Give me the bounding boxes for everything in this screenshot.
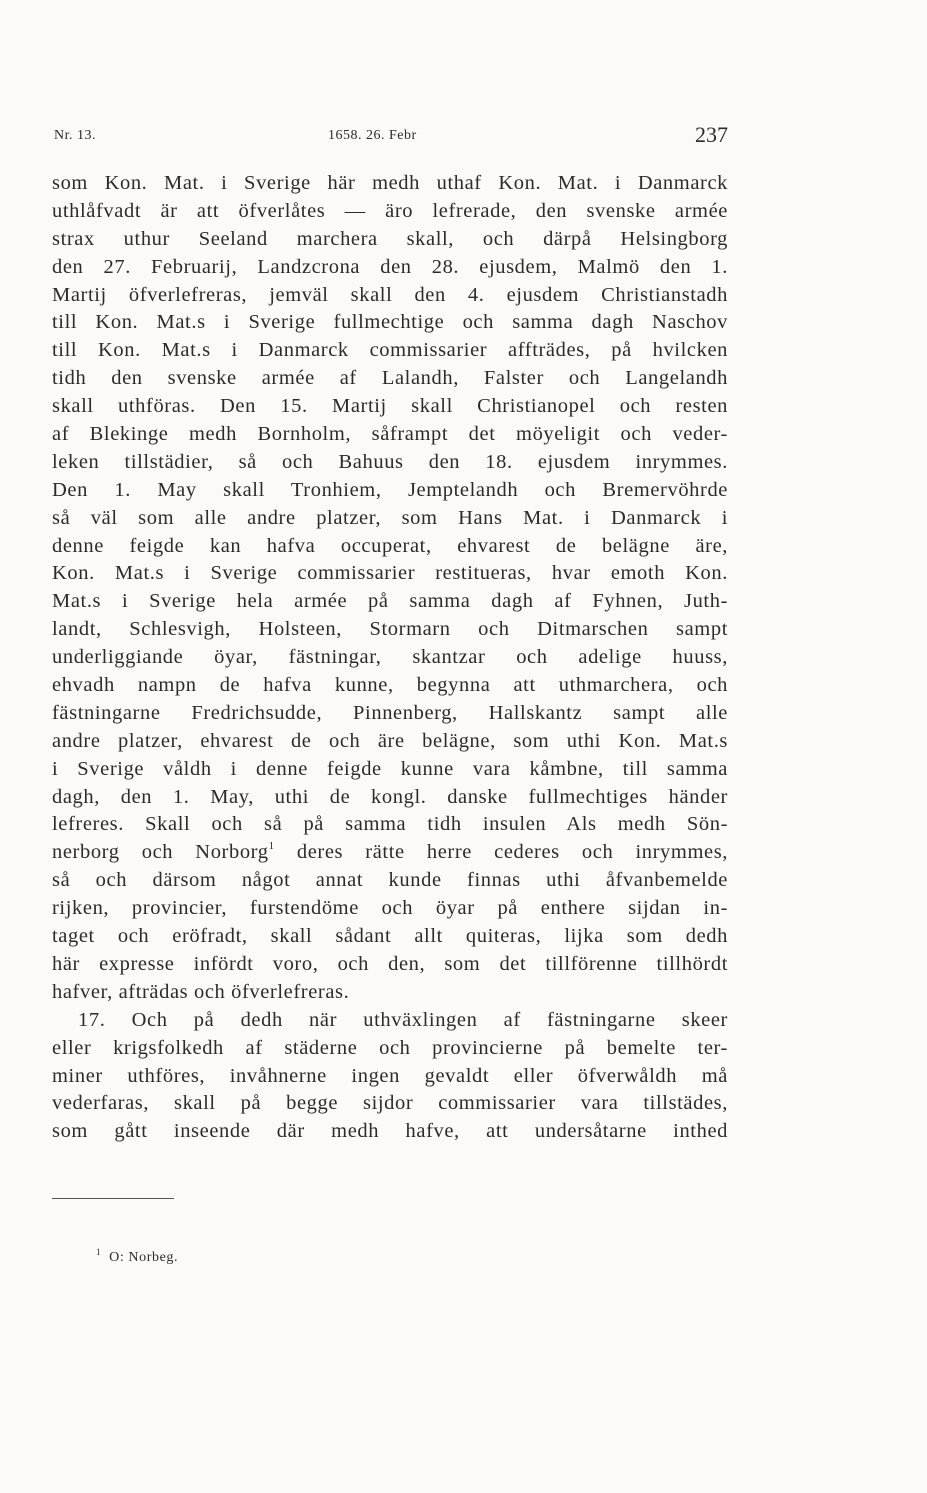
text-line: skall uthföras. Den 15. Martij skall Christianopel och resten <box>52 395 728 418</box>
text-line: underliggiande öyar, fästningar, skantzar och adelige huuss, <box>52 646 728 669</box>
text-line: eller krigsfolkedh af städerne och provincierne på bemelte ter- <box>52 1036 728 1059</box>
text-line: andre platzer, ehvarest de och äre belägne, som uthi Kon. Mat.s <box>52 729 728 752</box>
text-line: denne feigde kan hafva occuperat, ehvarest de belägne äre, <box>52 534 728 557</box>
text-line: till Kon. Mat.s i Danmarck commissarier affträdes, på hvilcken <box>52 339 728 362</box>
footnote-text: O: Norbeg. <box>109 1250 179 1265</box>
text-line: så och därsom något annat kunde finnas uthi åfvanbemelde <box>52 869 728 892</box>
text-line: lefreres. Skall och så på samma tidh insulen Als medh Sön- <box>52 813 728 836</box>
text-line: uthlåfvadt är att öfverlåtes — äro lefrerade, den svenske armée <box>52 199 728 222</box>
text-line: Mat.s i Sverige hela armée på samma dagh af Fyhnen, Juth- <box>52 590 728 613</box>
document-date: 1658. 26. Febr <box>328 128 417 143</box>
paragraph-start-line: 17. Och på dedh när uthväxlingen af fästningarne skeer <box>78 1008 728 1031</box>
body-text <box>52 170 728 1146</box>
text-line-with-footnote <box>52 839 728 867</box>
text-line: landt, Schlesvigh, Holsteen, Stormarn och Ditmarschen sampt <box>52 618 728 641</box>
text-line: som gått inseende där medh hafve, att undersåtarne inthed <box>52 1120 728 1143</box>
text-line: miner uthföres, invåhnerne ingen gevaldt eller öfverwåldh må <box>52 1064 728 1087</box>
text-span: deres rätte herre cederes och inrymmes, <box>274 841 728 864</box>
document-number: Nr. 13. <box>54 128 96 143</box>
text-span: nerborg och Norborg <box>52 841 269 864</box>
text-line: leken tillstädier, så och Bahuus den 18. ejusdem inrymmes. <box>52 450 728 473</box>
text-line: Den 1. May skall Tronhiem, Jemptelandh och Bremervöhrde <box>52 478 728 501</box>
page-number: 237 <box>695 122 728 147</box>
text-line: här expresse infördt voro, och den, som det tillförenne tillhördt <box>52 952 728 975</box>
text-line: Kon. Mat.s i Sverige commissarier restitueras, hvar emoth Kon. <box>52 562 728 585</box>
footnote-divider <box>52 1198 174 1199</box>
text-line: hafver, afträdas och öfverlefreras. <box>52 980 350 1003</box>
text-line: så väl som alle andre platzer, som Hans Mat. i Danmarck i <box>52 506 728 529</box>
running-header <box>54 122 728 148</box>
text-line: vederfaras, skall på begge sijdor commissarier vara tillstädes, <box>52 1092 728 1115</box>
text-line: ehvadh nampn de hafva kunne, begynna att uthmarchera, och <box>52 674 728 697</box>
text-line: strax uthur Seeland marchera skall, och därpå Helsingborg <box>52 227 728 250</box>
text-line: som Kon. Mat. i Sverige här medh uthaf Kon. Mat. i Danmarck <box>52 172 728 194</box>
text-line: af Blekinge medh Bornholm, såframpt det möyeligit och veder- <box>52 423 728 446</box>
footnote <box>96 1247 179 1266</box>
text-line: dagh, den 1. May, uthi de kongl. danske fullmechtiges händer <box>52 785 728 808</box>
text-line: tidh den svenske armée af Lalandh, Falster och Langelandh <box>52 367 728 390</box>
footnote-reference[interactable]: 1 <box>268 840 275 853</box>
text-line: fästningarne Fredrichsudde, Pinnenberg, Hallskantz sampt alle <box>52 701 728 724</box>
text-line: i Sverige våldh i denne feigde kunne vara kåmbne, till samma <box>52 757 728 780</box>
text-line: taget och eröfradt, skall sådant allt quiteras, lijka som dedh <box>52 925 728 948</box>
text-line: den 27. Februarij, Landzcrona den 28. ejusdem, Malmö den 1. <box>52 255 728 278</box>
text-line: till Kon. Mat.s i Sverige fullmechtige och samma dagh Naschov <box>52 311 728 334</box>
footnote-mark: 1 <box>96 1247 102 1257</box>
text-line: rijken, provincier, furstendöme och öyar på enthere sijdan in- <box>52 897 728 920</box>
text-line: Martij öfverlefreras, jemväl skall den 4. ejusdem Christianstadh <box>52 283 728 306</box>
